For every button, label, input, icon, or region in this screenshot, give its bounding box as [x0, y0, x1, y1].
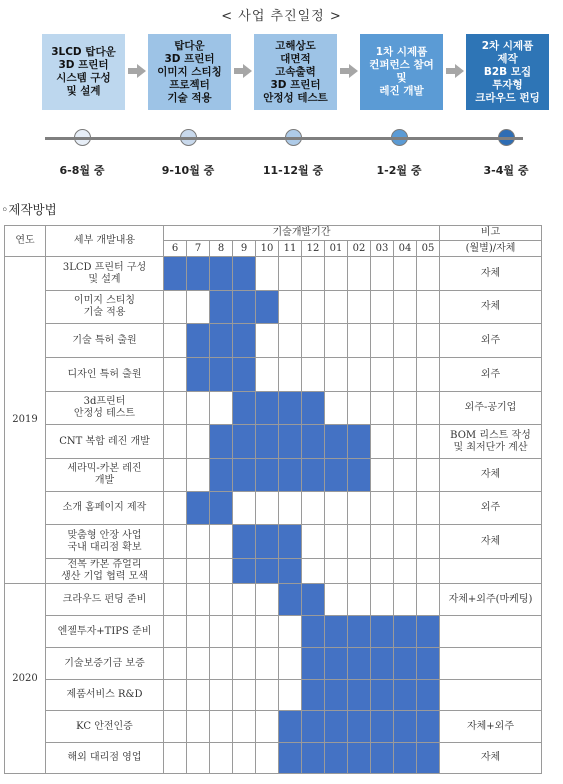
year-cell: 2019	[5, 257, 46, 584]
gantt-empty-cell	[187, 459, 210, 492]
table-row	[5, 324, 542, 358]
gantt-empty-cell	[371, 559, 394, 584]
note-cell: 외주	[440, 492, 542, 525]
gantt-empty-cell	[325, 559, 348, 584]
gantt-empty-cell	[417, 492, 440, 525]
gantt-empty-cell	[164, 492, 187, 525]
schedule-body	[5, 257, 542, 774]
stage-label: 1차 시제품 컨퍼런스 참여 및 레진 개발	[369, 46, 434, 97]
period-label: 9-10월 중	[161, 164, 215, 177]
table-row	[5, 680, 542, 711]
gantt-bar-cell	[187, 257, 210, 291]
gantt-empty-cell	[394, 459, 417, 492]
gantt-empty-cell	[325, 492, 348, 525]
gantt-empty-cell	[394, 392, 417, 425]
gantt-bar-cell	[256, 392, 279, 425]
gantt-empty-cell	[371, 324, 394, 358]
month-header: 10	[256, 241, 279, 257]
gantt-empty-cell	[371, 492, 394, 525]
table-row	[5, 525, 542, 559]
detail-cell: 기술 특허 출원	[46, 324, 164, 358]
table-row	[5, 358, 542, 392]
gantt-empty-cell	[417, 358, 440, 392]
gantt-empty-cell	[256, 648, 279, 680]
gantt-bar-cell	[302, 616, 325, 648]
gantt-bar-cell	[233, 291, 256, 324]
stage-label: 탑다운 3D 프린터 이미지 스티칭 프로젝터 기술 적용	[157, 39, 222, 104]
gantt-empty-cell	[164, 425, 187, 459]
gantt-empty-cell	[164, 459, 187, 492]
gantt-bar-cell	[279, 392, 302, 425]
gantt-empty-cell	[417, 324, 440, 358]
header-note-line2: (월별)/자체	[440, 241, 542, 257]
gantt-empty-cell	[164, 743, 187, 774]
gantt-empty-cell	[417, 392, 440, 425]
gantt-bar-cell	[302, 711, 325, 743]
gantt-empty-cell	[233, 584, 256, 616]
gantt-empty-cell	[371, 425, 394, 459]
schedule-table	[4, 225, 542, 774]
gantt-empty-cell	[394, 559, 417, 584]
gantt-empty-cell	[279, 324, 302, 358]
gantt-empty-cell	[256, 324, 279, 358]
gantt-bar-cell	[417, 680, 440, 711]
gantt-bar-cell	[394, 648, 417, 680]
detail-cell: KC 안전인증	[46, 711, 164, 743]
stage-box	[360, 34, 443, 110]
gantt-empty-cell	[233, 648, 256, 680]
gantt-empty-cell	[348, 392, 371, 425]
section-heading: ◦제작방법	[1, 202, 57, 217]
gantt-empty-cell	[187, 680, 210, 711]
gantt-bar-cell	[279, 711, 302, 743]
gantt-empty-cell	[187, 616, 210, 648]
table-row	[5, 584, 542, 616]
note-cell: 자체+외주(마케팅)	[440, 584, 542, 616]
detail-cell: 이미지 스티칭 기술 적용	[46, 291, 164, 324]
gantt-empty-cell	[325, 291, 348, 324]
gantt-empty-cell	[164, 584, 187, 616]
gantt-empty-cell	[279, 358, 302, 392]
detail-cell: 엔젤투자+TIPS 준비	[46, 616, 164, 648]
gantt-empty-cell	[348, 525, 371, 559]
gantt-empty-cell	[279, 648, 302, 680]
gantt-bar-cell	[210, 492, 233, 525]
gantt-empty-cell	[394, 492, 417, 525]
gantt-empty-cell	[164, 324, 187, 358]
gantt-empty-cell	[210, 392, 233, 425]
gantt-empty-cell	[417, 525, 440, 559]
detail-cell: 맞춤형 안장 사업 국내 대리점 확보	[46, 525, 164, 559]
gantt-empty-cell	[210, 680, 233, 711]
gantt-bar-cell	[256, 425, 279, 459]
gantt-empty-cell	[348, 324, 371, 358]
gantt-bar-cell	[233, 392, 256, 425]
stage-label: 2차 시제품 제작 B2B 모집 투자형 크라우드 펀딩	[475, 39, 540, 104]
gantt-empty-cell	[164, 291, 187, 324]
gantt-bar-cell	[279, 559, 302, 584]
gantt-empty-cell	[371, 291, 394, 324]
gantt-bar-cell	[302, 743, 325, 774]
gantt-empty-cell	[417, 459, 440, 492]
gantt-empty-cell	[325, 584, 348, 616]
stage-box	[254, 34, 337, 110]
gantt-bar-cell	[302, 680, 325, 711]
gantt-empty-cell	[187, 584, 210, 616]
gantt-bar-cell	[302, 425, 325, 459]
gantt-bar-cell	[302, 392, 325, 425]
gantt-bar-cell	[210, 291, 233, 324]
gantt-empty-cell	[394, 425, 417, 459]
gantt-empty-cell	[302, 525, 325, 559]
gantt-bar-cell	[233, 459, 256, 492]
gantt-empty-cell	[164, 648, 187, 680]
gantt-empty-cell	[417, 559, 440, 584]
gantt-empty-cell	[279, 291, 302, 324]
table-row	[5, 559, 542, 584]
gantt-bar-cell	[187, 358, 210, 392]
gantt-empty-cell	[187, 291, 210, 324]
month-header: 9	[233, 241, 256, 257]
gantt-bar-cell	[371, 743, 394, 774]
note-cell: 자체	[440, 459, 542, 492]
note-cell: 외주-공기업	[440, 392, 542, 425]
gantt-bar-cell	[394, 711, 417, 743]
gantt-empty-cell	[187, 559, 210, 584]
gantt-empty-cell	[210, 616, 233, 648]
gantt-bar-cell	[210, 425, 233, 459]
month-header: 05	[417, 241, 440, 257]
stage-label: 고해상도 대면적 고속출력 3D 프린터 안정성 테스트	[263, 39, 328, 104]
arrow-right-icon	[446, 64, 464, 78]
gantt-empty-cell	[371, 257, 394, 291]
detail-cell: 해외 대리점 영업	[46, 743, 164, 774]
month-header: 02	[348, 241, 371, 257]
gantt-bar-cell	[371, 648, 394, 680]
stage-box	[148, 34, 231, 110]
gantt-bar-cell	[256, 559, 279, 584]
note-cell: 자체	[440, 257, 542, 291]
gantt-empty-cell	[233, 492, 256, 525]
gantt-empty-cell	[348, 584, 371, 616]
gantt-bar-cell	[256, 291, 279, 324]
gantt-bar-cell	[325, 459, 348, 492]
gantt-bar-cell	[348, 648, 371, 680]
gantt-bar-cell	[302, 459, 325, 492]
gantt-empty-cell	[256, 680, 279, 711]
gantt-empty-cell	[187, 711, 210, 743]
note-cell: 자체	[440, 291, 542, 324]
gantt-empty-cell	[164, 358, 187, 392]
detail-cell: 3LCD 프린터 구성 및 설계	[46, 257, 164, 291]
gantt-empty-cell	[348, 358, 371, 392]
gantt-empty-cell	[371, 459, 394, 492]
month-header: 7	[187, 241, 210, 257]
note-cell: 외주	[440, 358, 542, 392]
gantt-empty-cell	[417, 291, 440, 324]
gantt-empty-cell	[417, 425, 440, 459]
note-cell	[440, 559, 542, 584]
detail-cell: 크라우드 펀딩 준비	[46, 584, 164, 616]
table-row	[5, 616, 542, 648]
detail-cell: CNT 복합 레진 개발	[46, 425, 164, 459]
gantt-empty-cell	[233, 680, 256, 711]
gantt-empty-cell	[417, 257, 440, 291]
gantt-bar-cell	[302, 648, 325, 680]
gantt-empty-cell	[279, 257, 302, 291]
gantt-bar-cell	[210, 324, 233, 358]
gantt-empty-cell	[348, 559, 371, 584]
gantt-empty-cell	[302, 559, 325, 584]
gantt-empty-cell	[371, 392, 394, 425]
stage-label: 3LCD 탑다운 3D 프린터 시스템 구성 및 설계	[51, 46, 116, 97]
gantt-empty-cell	[210, 525, 233, 559]
detail-cell: 디자인 특허 출원	[46, 358, 164, 392]
gantt-empty-cell	[164, 525, 187, 559]
arrow-right-icon	[128, 64, 146, 78]
gantt-empty-cell	[325, 324, 348, 358]
gantt-bar-cell	[417, 648, 440, 680]
gantt-empty-cell	[256, 711, 279, 743]
stage-box	[466, 34, 549, 110]
gantt-bar-cell	[210, 358, 233, 392]
gantt-empty-cell	[325, 257, 348, 291]
month-header: 01	[325, 241, 348, 257]
gantt-empty-cell	[164, 616, 187, 648]
period-label: 6-8월 중	[59, 164, 105, 177]
gantt-empty-cell	[210, 648, 233, 680]
gantt-bar-cell	[187, 492, 210, 525]
period-label: 3-4월 중	[483, 164, 529, 177]
gantt-bar-cell	[394, 743, 417, 774]
gantt-empty-cell	[256, 584, 279, 616]
gantt-bar-cell	[233, 525, 256, 559]
gantt-empty-cell	[210, 559, 233, 584]
gantt-empty-cell	[302, 257, 325, 291]
table-row	[5, 425, 542, 459]
gantt-bar-cell	[256, 459, 279, 492]
detail-cell: 3d프린터 안정성 테스트	[46, 392, 164, 425]
note-cell: 외주	[440, 324, 542, 358]
table-row	[5, 459, 542, 492]
gantt-empty-cell	[187, 425, 210, 459]
note-cell: 자체+외주	[440, 711, 542, 743]
gantt-empty-cell	[302, 358, 325, 392]
gantt-empty-cell	[187, 648, 210, 680]
gantt-bar-cell	[394, 680, 417, 711]
detail-cell: 제품서비스 R&D	[46, 680, 164, 711]
detail-cell: 세라믹-카본 레진 개발	[46, 459, 164, 492]
gantt-empty-cell	[256, 616, 279, 648]
detail-cell: 기술보증기금 보증	[46, 648, 164, 680]
gantt-empty-cell	[394, 525, 417, 559]
gantt-bar-cell	[348, 616, 371, 648]
gantt-bar-cell	[210, 459, 233, 492]
gantt-empty-cell	[348, 291, 371, 324]
table-row	[5, 743, 542, 774]
header-row-1	[5, 226, 542, 241]
gantt-empty-cell	[210, 711, 233, 743]
gantt-bar-cell	[348, 711, 371, 743]
gantt-empty-cell	[210, 743, 233, 774]
gantt-empty-cell	[233, 743, 256, 774]
gantt-bar-cell	[187, 324, 210, 358]
gantt-empty-cell	[394, 291, 417, 324]
gantt-bar-cell	[417, 616, 440, 648]
gantt-empty-cell	[394, 324, 417, 358]
gantt-bar-cell	[417, 711, 440, 743]
period-label: 11-12월 중	[262, 164, 324, 177]
gantt-bar-cell	[279, 459, 302, 492]
gantt-empty-cell	[371, 525, 394, 559]
timeline-line	[45, 137, 523, 140]
gantt-empty-cell	[394, 257, 417, 291]
gantt-empty-cell	[279, 616, 302, 648]
gantt-empty-cell	[302, 492, 325, 525]
arrow-right-icon	[234, 64, 252, 78]
header-note-line1: 비고	[440, 226, 542, 241]
table-row	[5, 711, 542, 743]
gantt-bar-cell	[325, 680, 348, 711]
gantt-bar-cell	[325, 743, 348, 774]
table-row	[5, 392, 542, 425]
gantt-empty-cell	[256, 257, 279, 291]
gantt-bar-cell	[233, 425, 256, 459]
gantt-bar-cell	[371, 616, 394, 648]
gantt-bar-cell	[348, 459, 371, 492]
gantt-bar-cell	[302, 584, 325, 616]
table-row	[5, 291, 542, 324]
gantt-empty-cell	[348, 257, 371, 291]
gantt-empty-cell	[164, 711, 187, 743]
gantt-empty-cell	[187, 525, 210, 559]
month-header: 8	[210, 241, 233, 257]
gantt-empty-cell	[325, 392, 348, 425]
gantt-bar-cell	[279, 743, 302, 774]
gantt-bar-cell	[371, 711, 394, 743]
detail-cell: 전복 카본 쥬얼리 생산 기업 협력 모색	[46, 559, 164, 584]
header-year: 연도	[5, 226, 46, 257]
gantt-empty-cell	[371, 358, 394, 392]
arrow-right-icon	[340, 64, 358, 78]
gantt-bar-cell	[233, 257, 256, 291]
month-header: 6	[164, 241, 187, 257]
gantt-empty-cell	[279, 492, 302, 525]
note-cell: BOM 리스트 작성 및 최저단가 계산	[440, 425, 542, 459]
gantt-empty-cell	[187, 743, 210, 774]
period-label: 1-2월 중	[376, 164, 422, 177]
gantt-empty-cell	[325, 525, 348, 559]
gantt-empty-cell	[279, 680, 302, 711]
gantt-bar-cell	[210, 257, 233, 291]
gantt-empty-cell	[371, 584, 394, 616]
gantt-empty-cell	[417, 584, 440, 616]
stage-box	[42, 34, 125, 110]
gantt-empty-cell	[164, 392, 187, 425]
header-detail: 세부 개발내용	[46, 226, 164, 257]
table-row	[5, 492, 542, 525]
gantt-bar-cell	[348, 743, 371, 774]
note-cell	[440, 648, 542, 680]
gantt-empty-cell	[187, 392, 210, 425]
gantt-bar-cell	[279, 584, 302, 616]
gantt-empty-cell	[164, 559, 187, 584]
gantt-bar-cell	[233, 324, 256, 358]
year-cell: 2020	[5, 584, 46, 774]
gantt-bar-cell	[279, 525, 302, 559]
gantt-bar-cell	[371, 680, 394, 711]
note-cell	[440, 616, 542, 648]
gantt-empty-cell	[256, 358, 279, 392]
gantt-bar-cell	[164, 257, 187, 291]
header-period: 기술개발기간	[164, 226, 440, 241]
gantt-empty-cell	[256, 743, 279, 774]
month-header: 12	[302, 241, 325, 257]
roadmap-title: < 사업 추진일정 >	[221, 9, 342, 24]
table-row	[5, 257, 542, 291]
gantt-bar-cell	[348, 425, 371, 459]
gantt-empty-cell	[233, 711, 256, 743]
gantt-bar-cell	[325, 425, 348, 459]
gantt-bar-cell	[256, 525, 279, 559]
gantt-bar-cell	[348, 680, 371, 711]
gantt-bar-cell	[233, 559, 256, 584]
gantt-bar-cell	[233, 358, 256, 392]
table-row	[5, 648, 542, 680]
gantt-bar-cell	[394, 616, 417, 648]
gantt-bar-cell	[417, 743, 440, 774]
month-header: 04	[394, 241, 417, 257]
gantt-bar-cell	[325, 711, 348, 743]
gantt-empty-cell	[325, 358, 348, 392]
gantt-empty-cell	[394, 358, 417, 392]
gantt-empty-cell	[302, 324, 325, 358]
gantt-empty-cell	[256, 492, 279, 525]
detail-cell: 소개 홈페이지 제작	[46, 492, 164, 525]
gantt-empty-cell	[302, 291, 325, 324]
gantt-empty-cell	[164, 680, 187, 711]
gantt-bar-cell	[325, 616, 348, 648]
gantt-empty-cell	[233, 616, 256, 648]
note-cell	[440, 680, 542, 711]
gantt-empty-cell	[210, 584, 233, 616]
note-cell: 자체	[440, 525, 542, 559]
gantt-empty-cell	[348, 492, 371, 525]
gantt-bar-cell	[279, 425, 302, 459]
month-header: 03	[371, 241, 394, 257]
note-cell: 자체	[440, 743, 542, 774]
month-header: 11	[279, 241, 302, 257]
gantt-bar-cell	[325, 648, 348, 680]
gantt-empty-cell	[394, 584, 417, 616]
